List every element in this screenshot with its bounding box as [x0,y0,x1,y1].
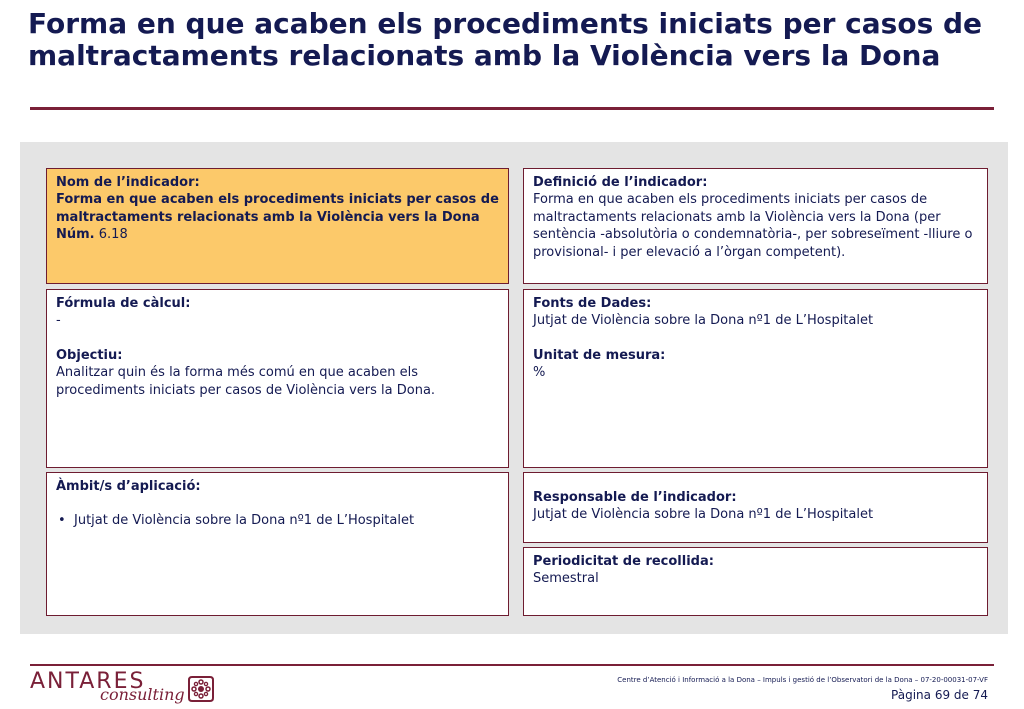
scope-box [46,472,509,616]
responsible-value: Jutjat de Violència sobre la Dona nº1 de L’Hospitalet [533,507,874,523]
company-logo-icon [186,674,216,704]
indicator-number [56,227,128,242]
title-divider [30,107,994,110]
footer-document-reference: Centre d’Atenció i Informació a la Dona – Impuls i gestió de l’Observatori de la Dona – 07-20-00031-07-VF [617,676,988,684]
indicator-name-value: Forma en que acaben els procediments iniciats per casos de maltractaments relacionats amb la Violència vers la Dona [56,192,499,225]
indicator-number-value: 6.18 [98,227,128,243]
scope-label: Àmbit/s d’aplicació: [56,479,201,494]
periodicity-label: Periodicitat de recollida: [533,554,714,569]
responsible-box [523,472,988,543]
spacer [56,330,499,347]
definition-value: Forma en que acaben els procediments iniciats per casos de maltractaments relacionats amb la Violència vers la Dona (per sentència -absolutòria o condemnatòria-, per sobreseïment -lliure o provisional- i per elevació a l’òrgan competent). [533,192,973,260]
objective-value: Analitzar quin és la forma més comú en que acaben els procediments iniciats per casos de Violència vers la Dona. [56,365,436,398]
formula-value: - [56,313,61,329]
indicator-name-label: Nom de l’indicador: [56,175,200,190]
footer-divider [30,664,994,666]
indicator-name-box [46,168,509,284]
unit-value: % [533,365,546,381]
unit-label: Unitat de mesura: [533,347,666,363]
scope-list [56,512,499,529]
formula-label: Fórmula de càlcul: [56,296,191,311]
page-number: Pàgina 69 de 74 [891,688,988,702]
formula-box [46,289,509,468]
objective-label: Objectiu: [56,347,123,363]
sources-value: Jutjat de Violència sobre la Dona nº1 de L’Hospitalet [533,313,874,329]
periodicity-box [523,547,988,616]
indicator-sheet-panel [20,142,1008,634]
responsible-label: Responsable de l’indicador: [533,490,737,505]
page-title: Forma en que acaben els procediments iniciats per casos de maltractaments relacionats amb la Violència vers la Dona [28,7,983,72]
spacer [56,495,499,512]
scope-list-item: • Jutjat de Violència sobre la Dona nº1 de L’Hospitalet [56,512,499,529]
indicator-definition-box [523,168,988,284]
periodicity-value: Semestral [533,571,599,587]
definition-label: Definició de l’indicador: [533,175,708,190]
spacer [533,330,978,347]
company-logo-subtext: consulting [100,685,185,704]
data-sources-box [523,289,988,468]
indicator-number-label: Núm. [56,227,95,243]
company-logo-text: ANTARES [30,669,146,694]
sources-label: Fonts de Dades: [533,296,652,311]
